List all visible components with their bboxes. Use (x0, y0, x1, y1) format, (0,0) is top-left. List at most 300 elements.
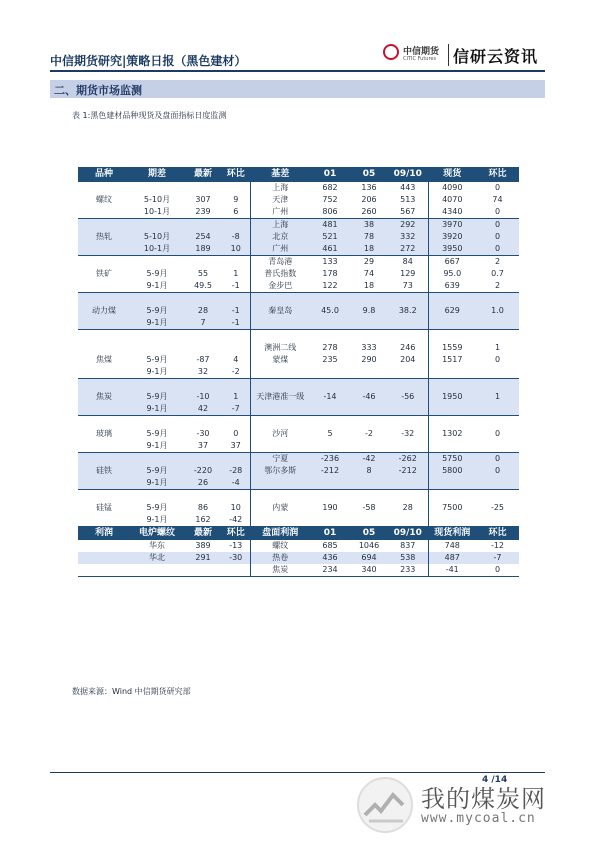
table-cell: 86 (184, 502, 222, 514)
table-cell (130, 564, 184, 577)
table-cell: 5-9月 (130, 391, 184, 403)
table-cell: 28 (388, 502, 428, 514)
table-cell: 螺纹 (78, 194, 130, 206)
table-cell: 133 (310, 256, 350, 269)
table-cell (184, 490, 222, 503)
table-cell: 748 (428, 540, 476, 552)
table-cell (250, 440, 310, 453)
table-cell: 硅锰 (78, 502, 130, 514)
table-cell (78, 540, 130, 552)
table-cell: 9-1月 (130, 403, 184, 416)
table-row (78, 552, 519, 564)
table-cell (350, 379, 388, 392)
table-cell (350, 403, 388, 416)
table-cell: 1559 (428, 342, 476, 354)
table-cell (350, 293, 388, 306)
table-cell (222, 182, 250, 195)
table-cell: 2 (476, 280, 519, 293)
table-row (78, 219, 519, 232)
table-cell (250, 416, 310, 429)
table-cell: 9-1月 (130, 440, 184, 453)
table-cell (310, 403, 350, 416)
table-cell (350, 366, 388, 379)
table-cell: -58 (350, 502, 388, 514)
table-cell: 1046 (350, 540, 388, 552)
table-cell (428, 293, 476, 306)
table-cell: 685 (310, 540, 350, 552)
table-body (78, 167, 519, 577)
table-cell: 272 (388, 243, 428, 256)
table-cell (222, 490, 250, 503)
table-row (78, 477, 519, 490)
table-cell: 内蒙 (250, 502, 310, 514)
table-row (78, 490, 519, 503)
table-cell: -87 (184, 354, 222, 366)
table-cell: 铁矿 (78, 268, 130, 280)
table-cell: 10-1月 (130, 206, 184, 219)
table-cell (310, 490, 350, 503)
table-cell: 9-1月 (130, 317, 184, 330)
table-cell: 1.0 (476, 305, 519, 317)
table-cell: 49.5 (184, 280, 222, 293)
table-cell: 291 (184, 552, 222, 564)
table-cell: 螺纹 (250, 540, 310, 552)
table-cell: 28 (184, 305, 222, 317)
table-cell (78, 552, 130, 564)
table-cell: 55 (184, 268, 222, 280)
table-cell: 74 (350, 268, 388, 280)
table-cell (222, 453, 250, 466)
table-cell: 436 (310, 552, 350, 564)
table-cell: 122 (310, 280, 350, 293)
table-cell (184, 342, 222, 354)
table-cell (310, 366, 350, 379)
table-cell: -56 (388, 391, 428, 403)
table-cell: 9-1月 (130, 366, 184, 379)
table-cell: 动力煤 (78, 305, 130, 317)
table-cell (78, 182, 130, 195)
table-cell (428, 490, 476, 503)
table-cell: 37 (184, 440, 222, 453)
table-cell (350, 514, 388, 526)
table-cell: -32 (388, 428, 428, 440)
table-cell: 5-9月 (130, 428, 184, 440)
data-source-note: 数据来源：Wind 中信期货研究部 (72, 687, 191, 696)
column-header: 盘面利润 (250, 526, 310, 540)
table-cell (476, 490, 519, 503)
table-cell (476, 440, 519, 453)
column-header: 05 (350, 526, 388, 540)
table-cell: -25 (476, 502, 519, 514)
table-cell: 1302 (428, 428, 476, 440)
table-cell (130, 490, 184, 503)
table-cell (388, 490, 428, 503)
table-cell: 389 (184, 540, 222, 552)
table-cell: 32 (184, 366, 222, 379)
table-cell: 235 (310, 354, 350, 366)
table-cell (388, 514, 428, 526)
table-cell (78, 453, 130, 466)
table-cell (78, 490, 130, 503)
table-row (78, 403, 519, 416)
table-cell (78, 514, 130, 526)
table-cell: 5-9月 (130, 268, 184, 280)
table-cell: -2 (222, 366, 250, 379)
table-cell: 136 (350, 182, 388, 195)
table-cell: -212 (388, 465, 428, 477)
table-row (78, 379, 519, 392)
table-cell (476, 416, 519, 429)
table-cell (476, 379, 519, 392)
column-header: 品种 (78, 167, 130, 182)
column-header: 09/10 (388, 526, 428, 540)
table-row (78, 391, 519, 403)
table-cell: 84 (388, 256, 428, 269)
table-cell (78, 293, 130, 306)
table-cell (350, 440, 388, 453)
table-cell: -2 (350, 428, 388, 440)
table-cell: 233 (388, 564, 428, 577)
table-row (78, 428, 519, 440)
table-cell: 190 (310, 502, 350, 514)
table-cell: 7 (184, 317, 222, 330)
column-header: 基差 (250, 167, 310, 182)
table-cell (78, 243, 130, 256)
table-cell: 10-1月 (130, 243, 184, 256)
table-cell (428, 440, 476, 453)
table-cell: 38 (350, 219, 388, 232)
table-cell (350, 317, 388, 330)
report-header-title: 中信期货研究|策略日报（黑色建材） (50, 54, 247, 68)
table-cell (250, 514, 310, 526)
table-cell (184, 416, 222, 429)
table-cell (310, 379, 350, 392)
table-cell (428, 330, 476, 343)
table-cell: 金步巴 (250, 280, 310, 293)
table-cell: 0 (476, 465, 519, 477)
table-cell (250, 403, 310, 416)
table-cell: 4070 (428, 194, 476, 206)
table-cell: 普氏指数 (250, 268, 310, 280)
table-cell: -28 (222, 465, 250, 477)
table-cell: 2 (476, 256, 519, 269)
table-cell: 青岛港 (250, 256, 310, 269)
table-cell (78, 219, 130, 232)
table-cell (130, 379, 184, 392)
watermark-url: www.mycoal.cn (421, 811, 536, 826)
table-cell: 4090 (428, 182, 476, 195)
column-header: 01 (310, 167, 350, 182)
table-cell: 234 (310, 564, 350, 577)
table-row (78, 256, 519, 269)
table-cell: 沙河 (250, 428, 310, 440)
table-cell: 26 (184, 477, 222, 490)
table-cell: -42 (222, 514, 250, 526)
table-cell (310, 514, 350, 526)
table-cell (184, 564, 222, 577)
table-row (78, 502, 519, 514)
table-cell (184, 453, 222, 466)
table-row (78, 293, 519, 306)
table-cell (476, 366, 519, 379)
table-cell: -30 (184, 428, 222, 440)
table-cell: 443 (388, 182, 428, 195)
table-cell (350, 416, 388, 429)
table-cell: -46 (350, 391, 388, 403)
table-cell: -7 (476, 552, 519, 564)
table-cell (130, 182, 184, 195)
table-cell: 340 (350, 564, 388, 577)
table-row (78, 182, 519, 195)
table-cell: 682 (310, 182, 350, 195)
table-cell: 3950 (428, 243, 476, 256)
table-cell: 9-1月 (130, 514, 184, 526)
column-header: 环比 (476, 167, 519, 182)
table-cell: 487 (428, 552, 476, 564)
table-cell: 278 (310, 342, 350, 354)
table-cell (78, 416, 130, 429)
column-header: 环比 (222, 167, 250, 182)
table-row (78, 440, 519, 453)
table-cell: 0 (476, 182, 519, 195)
table-cell: 5-10月 (130, 194, 184, 206)
table-cell (388, 293, 428, 306)
table-cell: 5-9月 (130, 465, 184, 477)
mycoal-logo-icon (355, 775, 415, 835)
table-cell: 0 (476, 564, 519, 577)
table-cell: 9-1月 (130, 280, 184, 293)
table-cell (350, 477, 388, 490)
table-cell: 5750 (428, 453, 476, 466)
table-cell (476, 317, 519, 330)
table-row (78, 206, 519, 219)
table-cell: 260 (350, 206, 388, 219)
table-cell (130, 342, 184, 354)
table-cell (388, 416, 428, 429)
table-cell (184, 379, 222, 392)
table-cell: 5-9月 (130, 502, 184, 514)
table-cell: 806 (310, 206, 350, 219)
table-cell: 硅铁 (78, 465, 130, 477)
table-cell: -41 (428, 564, 476, 577)
table-cell (310, 416, 350, 429)
table-cell: -1 (222, 305, 250, 317)
table-cell (78, 379, 130, 392)
table-cell (222, 219, 250, 232)
table-cell: 1 (222, 268, 250, 280)
table-cell: 129 (388, 268, 428, 280)
table-cell (130, 293, 184, 306)
citic-logo-icon (383, 44, 399, 60)
table-cell: 5-10月 (130, 231, 184, 243)
table-cell: -30 (222, 552, 250, 564)
table-cell: -7 (222, 403, 250, 416)
table-cell (222, 379, 250, 392)
table-cell: 290 (350, 354, 388, 366)
table-cell (78, 330, 130, 343)
table-row (78, 564, 519, 577)
table-cell: 1 (476, 342, 519, 354)
table-cell: 3970 (428, 219, 476, 232)
table-cell (78, 403, 130, 416)
table-cell: 0 (476, 354, 519, 366)
table-cell (130, 330, 184, 343)
table-cell (222, 342, 250, 354)
table-row (78, 540, 519, 552)
table-cell: 3920 (428, 231, 476, 243)
table-cell: 10 (222, 502, 250, 514)
table-cell: -10 (184, 391, 222, 403)
table-cell (388, 317, 428, 330)
table-cell: 鄂尔多斯 (250, 465, 310, 477)
table-cell (388, 379, 428, 392)
table-cell (130, 453, 184, 466)
column-header: 现货利润 (428, 526, 476, 540)
brand-divider (448, 44, 449, 66)
table-row (78, 317, 519, 330)
table-cell: 254 (184, 231, 222, 243)
table-cell: 0 (476, 428, 519, 440)
table-cell (222, 330, 250, 343)
table-cell: 9.8 (350, 305, 388, 317)
column-header: 环比 (476, 526, 519, 540)
table-cell: 澳洲二线 (250, 342, 310, 354)
table-cell: 18 (350, 280, 388, 293)
table-cell: 热卷 (250, 552, 310, 564)
header-rule (50, 70, 545, 72)
table-cell: 629 (428, 305, 476, 317)
table-cell (250, 379, 310, 392)
table-cell: 73 (388, 280, 428, 293)
table-cell: 广州 (250, 206, 310, 219)
table-cell (184, 256, 222, 269)
table-cell (310, 440, 350, 453)
table-cell: 307 (184, 194, 222, 206)
table-row (78, 465, 519, 477)
table-cell (78, 206, 130, 219)
table-cell (222, 416, 250, 429)
table-cell (310, 317, 350, 330)
table-cell: 0 (476, 219, 519, 232)
table-cell: 0.7 (476, 268, 519, 280)
table-cell: -220 (184, 465, 222, 477)
table-cell (250, 490, 310, 503)
table-cell: 5-9月 (130, 354, 184, 366)
table-cell: 0 (476, 243, 519, 256)
table-cell (222, 564, 250, 577)
table-row (78, 342, 519, 354)
table-row (78, 330, 519, 343)
table-cell: 焦炭 (78, 391, 130, 403)
table-cell (476, 477, 519, 490)
table-cell (78, 477, 130, 490)
table-cell (78, 564, 130, 577)
table-cell (250, 330, 310, 343)
table-cell (250, 293, 310, 306)
table-cell: 461 (310, 243, 350, 256)
table-cell (428, 366, 476, 379)
table-cell (184, 182, 222, 195)
table-cell: 333 (350, 342, 388, 354)
table-cell: 178 (310, 268, 350, 280)
table-row (78, 194, 519, 206)
table-cell: -1 (222, 317, 250, 330)
table-cell: 9-1月 (130, 477, 184, 490)
table-cell: 246 (388, 342, 428, 354)
table-cell: 7500 (428, 502, 476, 514)
table-cell: -12 (476, 540, 519, 552)
table-row (78, 366, 519, 379)
table-cell (428, 317, 476, 330)
table-row (78, 354, 519, 366)
column-header: 最新 (184, 167, 222, 182)
table-cell (250, 317, 310, 330)
table-row (78, 453, 519, 466)
monitoring-table (78, 167, 519, 577)
table-cell: 38.2 (388, 305, 428, 317)
table-cell: -262 (388, 453, 428, 466)
table-cell: 4340 (428, 206, 476, 219)
table-cell: -42 (350, 453, 388, 466)
table-cell (310, 293, 350, 306)
table-cell: 29 (350, 256, 388, 269)
table-cell: 上海 (250, 182, 310, 195)
table-cell: -236 (310, 453, 350, 466)
column-header: 期差 (130, 167, 184, 182)
table-cell (310, 477, 350, 490)
table-cell: 0 (222, 428, 250, 440)
table-cell: 玻璃 (78, 428, 130, 440)
table-row (78, 268, 519, 280)
column-header: 05 (350, 167, 388, 182)
table-cell: 天津港准一级 (250, 391, 310, 403)
table-cell: 6 (222, 206, 250, 219)
logo-cn-text: 中信期货 (403, 47, 440, 57)
table-cell: -14 (310, 391, 350, 403)
table-cell: 9 (222, 194, 250, 206)
table-cell: 837 (388, 540, 428, 552)
table-cell: 74 (476, 194, 519, 206)
table-cell: 239 (184, 206, 222, 219)
table-row (78, 243, 519, 256)
table-row (78, 305, 519, 317)
column-header: 01 (310, 526, 350, 540)
table-cell: 481 (310, 219, 350, 232)
table-cell: 667 (428, 256, 476, 269)
table-cell: 206 (350, 194, 388, 206)
table-cell: 5800 (428, 465, 476, 477)
table-cell: 95.0 (428, 268, 476, 280)
table-cell: 0 (476, 206, 519, 219)
table-cell (130, 256, 184, 269)
table-cell (476, 330, 519, 343)
column-header: 利润 (78, 526, 130, 540)
table-cell (350, 490, 388, 503)
table-cell (428, 403, 476, 416)
table-cell: 焦煤 (78, 354, 130, 366)
table-cell: -13 (222, 540, 250, 552)
table-cell (476, 403, 519, 416)
table-cell: 北京 (250, 231, 310, 243)
table-cell: 162 (184, 514, 222, 526)
table-cell (310, 330, 350, 343)
table-cell: 1 (222, 391, 250, 403)
table-cell (476, 293, 519, 306)
table-cell (428, 477, 476, 490)
table-caption: 表 1:黑色建材品种现货及盘面指标日度监测 (72, 111, 227, 120)
table-cell: 华东 (130, 540, 184, 552)
table-cell (388, 477, 428, 490)
